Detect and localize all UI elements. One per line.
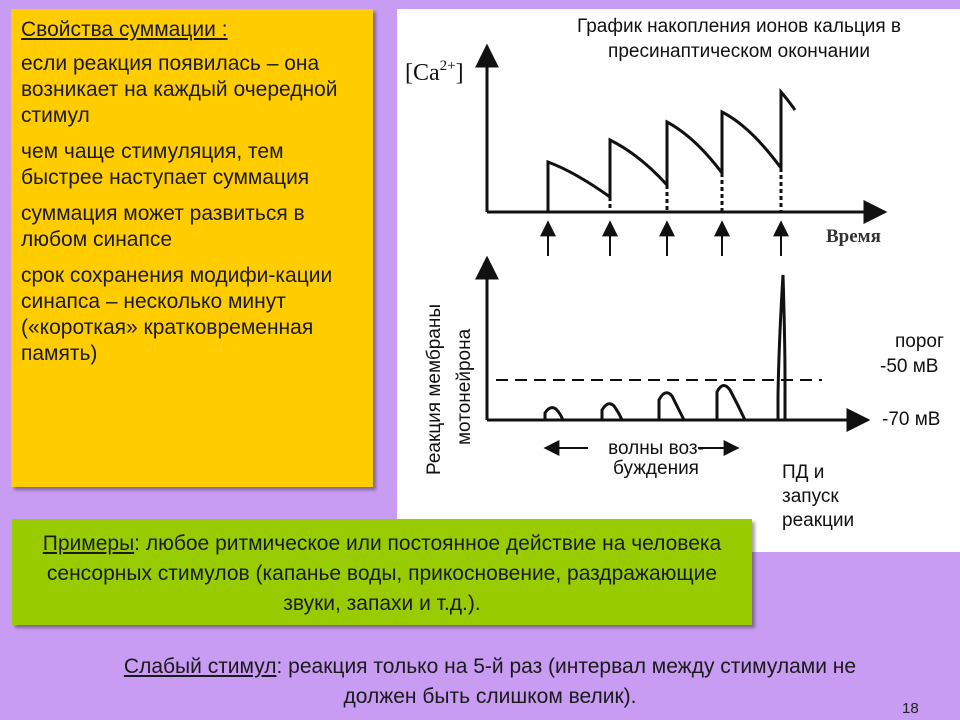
rest-potential-value: -70 мВ xyxy=(882,409,941,430)
waves-label: волны воз- буждения xyxy=(608,438,704,479)
weak-stimulus-label: Слабый стимул xyxy=(123,655,277,678)
threshold-value: -50 мВ xyxy=(880,356,939,377)
examples-text: : любое ритмическое или постоянное действие на человека сенсорных стимулов (капанье воды, прикосновение, раздражающие звуки, запахи и т.д.). xyxy=(46,532,722,615)
epsp-wave xyxy=(602,404,622,420)
page-number: 18 xyxy=(902,700,919,717)
epsp-wave xyxy=(545,408,563,420)
examples-box xyxy=(12,519,752,625)
property-item: срок сохранения модифи-кации синапса – несколько минут («короткая» кратковременная память) xyxy=(21,264,333,365)
properties-title: Свойства суммации : xyxy=(21,18,228,41)
bottom-y-label: Реакция мембраны xyxy=(424,304,445,475)
epsp-wave xyxy=(659,393,684,420)
calcium-curve xyxy=(548,92,795,212)
weak-stimulus-note xyxy=(110,652,870,712)
bottom-y-label: мотонейрона xyxy=(454,328,475,445)
epsp-wave xyxy=(717,385,745,420)
top-x-label: Время xyxy=(826,226,881,247)
property-item: чем чаще стимуляция, тем быстрее наступает суммация xyxy=(21,140,310,189)
property-item: суммация может развиться в любом синапсе xyxy=(21,202,305,251)
action-potential-spike xyxy=(778,275,785,420)
property-item: если реакция появилась – она возникает на каждый очередной стимул xyxy=(21,52,338,127)
figure-title: График накопления ионов кальция в пресинаптическом окончании xyxy=(576,16,901,62)
threshold-label: порог xyxy=(895,331,944,352)
top-y-label: $[Ca^{2+}]$ xyxy=(405,58,464,86)
examples-label: Примеры xyxy=(42,532,135,555)
weak-stimulus-text: : реакция только на 5-й раз (интервал между стимулами не должен быть слишком велик). xyxy=(276,655,857,708)
action-potential-label: ПД и запуск реакции xyxy=(782,462,855,531)
